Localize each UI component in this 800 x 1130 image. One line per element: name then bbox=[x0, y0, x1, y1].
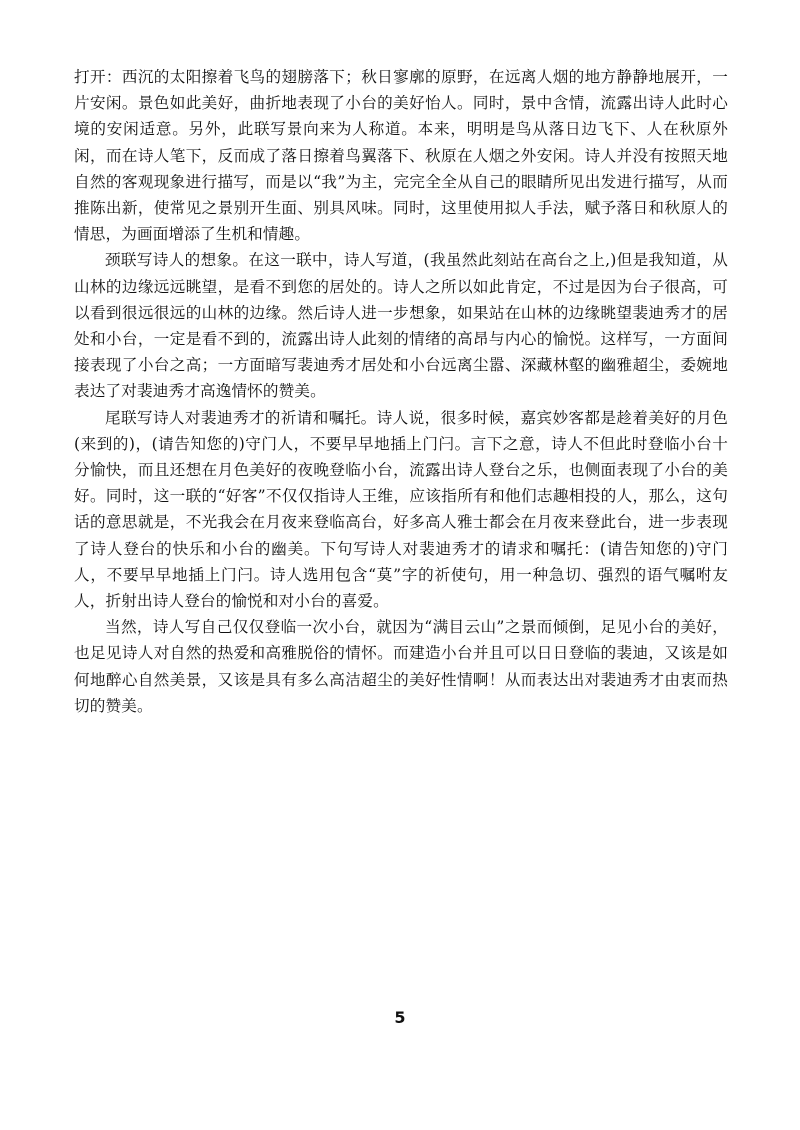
paragraph-tail-couplet: 尾联写诗人对裴迪秀才的祈请和嘱托。诗人说，很多时候，嘉宾妙客都是趁着美好的月色(来到的)，(请告知您的)守门人，不要早早地插上门闩。言下之意，诗人不但此时登临小台十分愉快，而且还想在月色美好的夜晚登临小台，流露出诗人登台之乐，也侧面表现了小台的美好。同时，这一联的“好客”不仅仅指诗人王维，应该指所有和他们志趣相投的人，那么，这句话的意思就是，不光我会在月夜来登临高台，好多高人雅士都会在月夜来登此台，进一步表现了诗人登台的快乐和小台的幽美。下句写诗人对裴迪秀才的请求和嘱托：(请告知您的)守门人，不要早早地插上门闩。诗人选用包含“莫”字的祈使句，用一种急切、强烈的语气嘱咐友人，折射出诗人登台的愉悦和对小台的喜爱。 bbox=[74, 408, 728, 611]
paragraph-neck-couplet: 颈联写诗人的想象。在这一联中，诗人写道，(我虽然此刻站在高台之上,)但是我知道，从山林的边缘远远眺望，是看不到您的居处的。诗人之所以如此肯定，不过是因为台子很高，可以看到很远很远的山林的边缘。然后诗人进一步想象，如果站在山林的边缘眺望裴迪秀才的居处和小台，一定是看不到的，流露出诗人此刻的情绪的高昂与内心的愉悦。这样写，一方面间接表现了小台之高；一方面暗写裴迪秀才居处和小台远离尘嚣、深藏林壑的幽雅超尘，委婉地表达了对裴迪秀才高逸情怀的赞美。 bbox=[74, 251, 728, 401]
page-number: 5 bbox=[394, 1008, 406, 1027]
document-body bbox=[74, 64, 728, 719]
paragraph-continuation: 打开：西沉的太阳擦着飞鸟的翅膀落下；秋日寥廓的原野，在远离人烟的地方静静地展开，一片安闲。景色如此美好，曲折地表现了小台的美好怡人。同时，景中含情，流露出诗人此时心境的安闲适意。另外，此联写景向来为人称道。本来，明明是鸟从落日边飞下、人在秋原外闲，而在诗人笔下，反而成了落日擦着鸟翼落下、秋原在人烟之外安闲。诗人并没有按照天地自然的客观现象进行描写，而是以“我”为主，完完全全从自己的眼睛所见出发进行描写，从而推陈出新，使常见之景别开生面、别具风味。同时，这里使用拟人手法，赋予落日和秋原人的情思，为画面增添了生机和情趣。 bbox=[74, 68, 728, 244]
paragraph-conclusion: 当然，诗人写自己仅仅登临一次小台，就因为“满目云山”之景而倾倒，足见小台的美好，也足见诗人对自然的热爱和高雅脱俗的情怀。而建造小台并且可以日日登临的裴迪，又该是如何地醉心自然美景，又该是具有多么高洁超尘的美好性情啊！从而表达出对裴迪秀才由衷而热切的赞美。 bbox=[74, 618, 728, 715]
